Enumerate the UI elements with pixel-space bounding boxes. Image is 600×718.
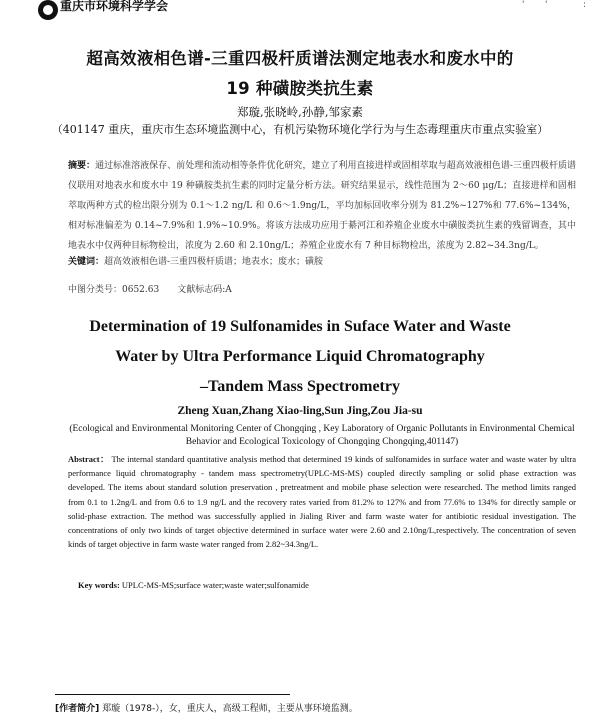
cn-classification: 中图分类号：0652.63 文献标志码:A bbox=[68, 285, 232, 295]
cn-keywords-text: 超高效液相色谱-三重四极杆质谱；地表水；废水；磺胺 bbox=[104, 257, 324, 267]
en-title-line-2: Water by Ultra Performance Liquid Chromatography bbox=[115, 348, 485, 365]
cn-abstract-label: 摘要： bbox=[68, 161, 96, 171]
cn-authors: 郑璇,张晓岭,孙静,邹家素 bbox=[237, 105, 363, 119]
en-abstract bbox=[68, 452, 576, 551]
cn-abstract-text: 通过标准溶液保存、前处理和流动相等条件优化研究，建立了利用直接进样或固相萃取与超高效液相色谱-三重四极杆质谱仪联用对地表水和废水中 19 种磺胺类抗生素的同时定量分析方法。研究结果显示，线性范围为 2～60 μg/L；直接进样和固相萃取两种方式的检出限分别为 0.1～1.2 ng/L 和 0.6～1.9ng/L，平均加标回收率分别为 81.2%~127%和 77.6%~134%，相对标准偏差为 0.14~7.9%和 1.9%~10.9%。将该方法成功应用于綦河江和养殖企业废水中磺胺类抗生素的残留调查，其中地表水中仅两种目标物检出，浓度为 2.60 和 2.10ng/L；养殖企业废水有 7 种目标物检出，浓度为 2.82~34.3ng/L。 bbox=[68, 161, 576, 251]
cn-keywords bbox=[68, 254, 323, 267]
author-footnote bbox=[55, 701, 358, 714]
cn-keywords-label: 关键词： bbox=[68, 257, 105, 267]
footnote-label: [作者简介] bbox=[55, 704, 100, 714]
en-abstract-label: Abstract： bbox=[68, 454, 110, 464]
cn-affiliation: （401147 重庆，重庆市生态环境监测中心，有机污染物环境化学行为与生态毒理重庆市重点实验室） bbox=[51, 123, 549, 136]
en-authors: Zheng Xuan,Zhang Xiao-ling,Sun Jing,Zou Jia-su bbox=[177, 405, 423, 417]
scan-mark: ' bbox=[522, 0, 525, 10]
footnote-divider bbox=[55, 694, 290, 695]
en-abstract-text: The internal standard quantitative analysis method that determined 19 kinds of sulfonamides in surface water and waste water by ultra performance liquid chromatography - tandem mass spectrometry(UPLC-MS-MS) coupled directly sampling or solid phase extraction was developed. The items about standard solution preservation , pretreatment and mobile phase selection were researched. The method limits ranged from 0.1 to 1.2ng/L and from 0.6 to 1.9 ng/L and the recovery rates varied from 81.2% to 127% and from 77.6% to 134% for directly sample or solid-phase extraction. The method was successfully applied in Jialing River and farm waste water for antibiotic residual investigation. The concentrations of only two kinds of target objective determined in surface water were 2.60 and 2.10ng/L,respectively. The concentration of seven kinds of target objective in farm waste water ranged from 2.82~34.3ng/L. bbox=[68, 454, 576, 550]
scan-mark: : bbox=[583, 0, 587, 10]
journal-logo-text: 重庆市环境科学学会 bbox=[60, 0, 169, 13]
cn-title-line-1: 超高效液相色谱-三重四极杆质谱法测定地表水和废水中的 bbox=[86, 49, 514, 68]
en-keywords-label: Key words: bbox=[78, 580, 120, 590]
journal-logo bbox=[38, 0, 198, 22]
scan-mark: ' bbox=[545, 0, 548, 10]
en-keywords bbox=[78, 580, 309, 590]
footnote-text: 郑璇（1978-），女，重庆人，高级工程师，主要从事环境监测。 bbox=[102, 704, 358, 714]
cn-abstract bbox=[68, 156, 576, 256]
en-title-line-3: –Tandem Mass Spectrometry bbox=[200, 378, 400, 395]
logo-emblem-icon bbox=[38, 0, 58, 20]
en-keywords-text: UPLC-MS-MS;surface water;waste water;sulfonamide bbox=[121, 580, 309, 590]
cn-title-line-2: 19 种磺胺类抗生素 bbox=[226, 79, 374, 98]
en-affiliation: (Ecological and Environmental Monitoring Center of Chongqing , Key Laboratory of Organic Pollutants in Environmental Chemical Behavior and Ecological Toxicology of Chongqing Chongqing,401147) bbox=[69, 424, 575, 447]
en-title-line-1: Determination of 19 Sulfonamides in Suface Water and Waste bbox=[89, 318, 511, 335]
